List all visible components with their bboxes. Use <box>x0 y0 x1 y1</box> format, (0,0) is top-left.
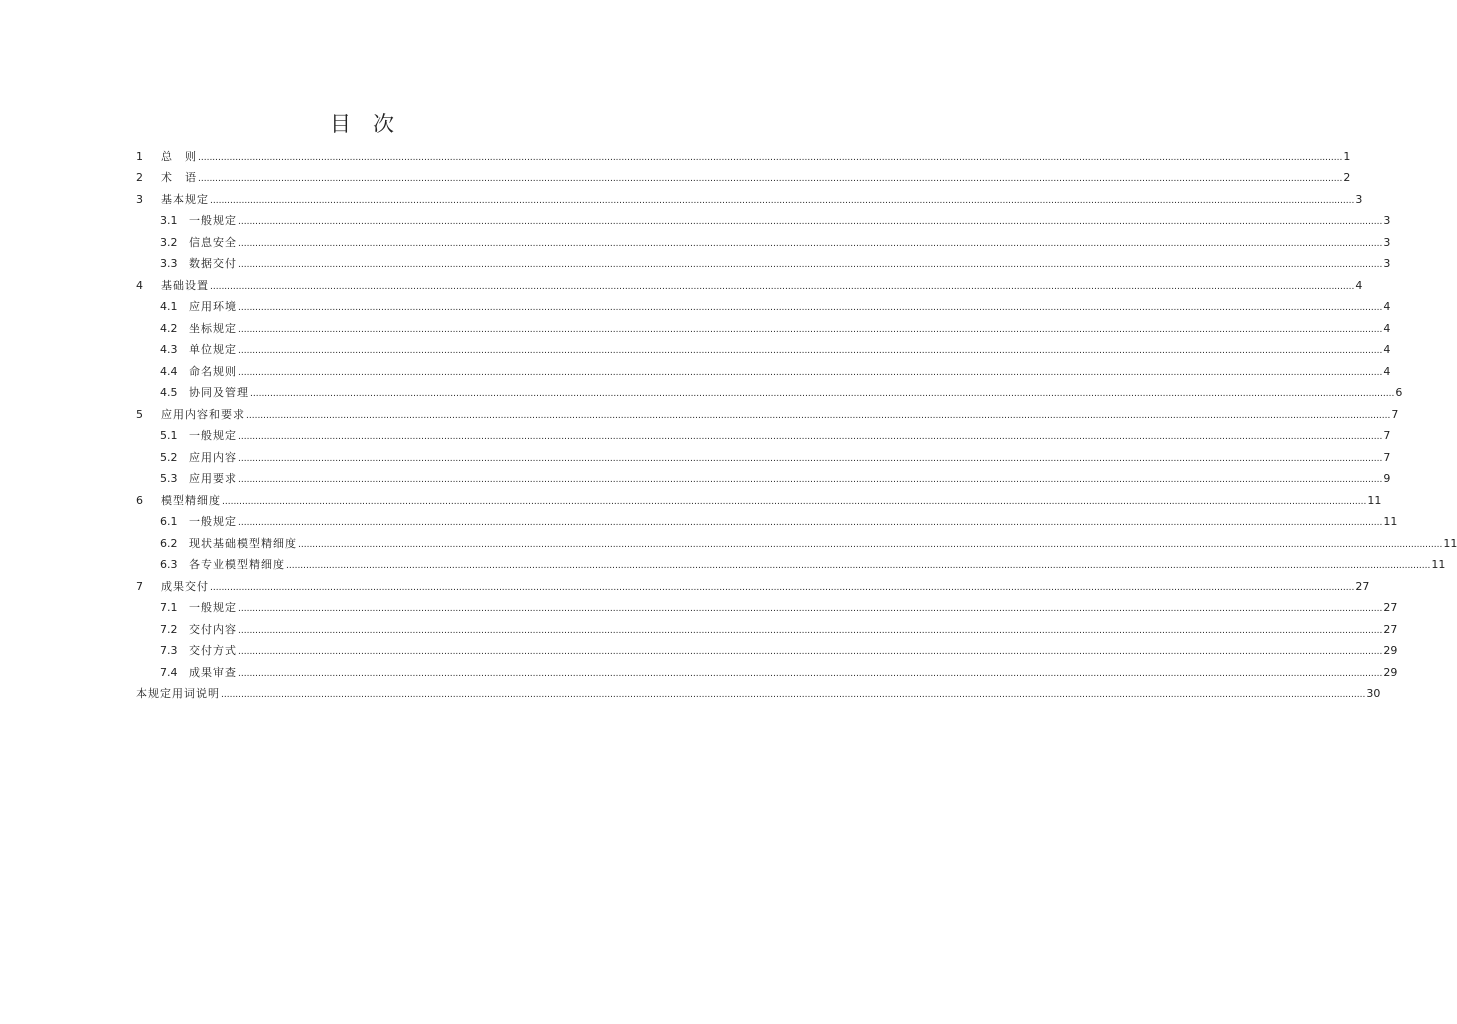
toc-entry[interactable] <box>136 250 1391 272</box>
toc-heading-char-2: 次 <box>373 112 394 136</box>
toc-entry[interactable] <box>136 228 1391 250</box>
toc-entry-title: 协同及管理 <box>189 386 249 399</box>
toc-entry-number: 4.1 <box>160 300 178 313</box>
toc-entry-title: 各专业模型精细度 <box>189 558 285 571</box>
toc-entry-number: 5 <box>136 407 143 421</box>
toc-heading <box>0 108 724 138</box>
toc-entry-page-number: 4 <box>1383 364 1391 378</box>
toc-entry-number: 6.2 <box>160 536 178 550</box>
toc-entry-number: 1 <box>136 149 143 163</box>
toc-leader-dots: ................................................................................................................................................................................................................................................................................................................................................................................................................ <box>246 410 1391 421</box>
toc-leader-dots: ................................................................................................................................................................................................................................................................................................................................................................................................................ <box>238 346 1383 356</box>
toc-entry-title: 命名规则 <box>189 364 237 378</box>
toc-entry-page-number: 29 <box>1383 665 1398 679</box>
toc-entry[interactable] <box>136 271 1363 293</box>
toc-entry-number: 4.5 <box>160 386 178 399</box>
toc-entry[interactable] <box>136 594 1398 616</box>
toc-leader-dots: ................................................................................................................................................................................................................................................................................................................................................................................................................ <box>238 647 1383 657</box>
toc-leader-dots: ................................................................................................................................................................................................................................................................................................................................................................................................................ <box>198 152 1343 163</box>
toc-entry[interactable] <box>136 207 1391 229</box>
toc-entry-page-number: 11 <box>1367 493 1382 507</box>
toc-entry-title: 成果交付 <box>161 579 209 593</box>
toc-entry-page-number: 7 <box>1383 429 1391 442</box>
toc-entry-title: 交付方式 <box>189 644 237 657</box>
toc-leader-dots: ................................................................................................................................................................................................................................................................................................................................................................................................................ <box>238 367 1383 378</box>
toc-entry[interactable] <box>136 551 1446 573</box>
toc-leader-dots: ................................................................................................................................................................................................................................................................................................................................................................................................................ <box>198 174 1343 184</box>
toc-entry-number: 4 <box>136 278 143 292</box>
toc-entry-number: 3.1 <box>160 214 178 227</box>
toc-heading-char-1: 目 <box>330 112 351 136</box>
toc-entry-page-number: 7 <box>1383 450 1391 464</box>
toc-entry-title: 坐标规定 <box>189 321 237 335</box>
toc-entry-title: 本规定用词说明 <box>136 687 220 700</box>
toc-entry-page-number: 27 <box>1383 601 1398 614</box>
toc-entry[interactable] <box>136 529 1457 551</box>
toc-entry-title: 一般规定 <box>189 601 237 614</box>
toc-entry-page-number: 2 <box>1343 171 1351 184</box>
toc-entry-title: 模型精细度 <box>161 493 221 507</box>
toc-leader-dots: ................................................................................................................................................................................................................................................................................................................................................................................................................ <box>210 582 1355 593</box>
toc-entry[interactable] <box>136 572 1370 594</box>
toc-entry-page-number: 1 <box>1343 149 1351 163</box>
toc-leader-dots: ................................................................................................................................................................................................................................................................................................................................................................................................................ <box>250 389 1395 399</box>
toc-entry[interactable] <box>136 142 1351 164</box>
toc-entry-number: 5.3 <box>160 472 178 485</box>
toc-entry[interactable] <box>136 465 1391 487</box>
toc-entry[interactable] <box>136 400 1399 422</box>
toc-entry-page-number: 11 <box>1431 558 1446 571</box>
toc-entry-number: 7.3 <box>160 644 178 657</box>
toc-leader-dots: ................................................................................................................................................................................................................................................................................................................................................................................................................ <box>238 432 1383 442</box>
toc-leader-dots: ................................................................................................................................................................................................................................................................................................................................................................................................................ <box>238 217 1383 227</box>
toc-entry-page-number: 3 <box>1383 257 1391 270</box>
toc-entry[interactable] <box>136 658 1398 680</box>
toc-leader-dots: ................................................................................................................................................................................................................................................................................................................................................................................................................ <box>238 518 1383 528</box>
toc-entry-page-number: 4 <box>1383 300 1391 313</box>
toc-entry-number: 4.4 <box>160 364 178 378</box>
toc-entry-title: 总 则 <box>161 149 197 163</box>
toc-entry[interactable] <box>136 314 1391 336</box>
toc-leader-dots: ................................................................................................................................................................................................................................................................................................................................................................................................................ <box>210 195 1355 206</box>
toc-entry-number: 5.2 <box>160 450 178 464</box>
toc-entry-title: 基本规定 <box>161 192 209 206</box>
toc-entry-title: 信息安全 <box>189 235 237 249</box>
toc-entry[interactable] <box>136 379 1403 401</box>
toc-leader-dots: ................................................................................................................................................................................................................................................................................................................................................................................................................ <box>238 604 1383 614</box>
toc-entry-number: 6.1 <box>160 515 178 528</box>
toc-entry-number: 7.4 <box>160 665 178 679</box>
toc-leader-dots: ................................................................................................................................................................................................................................................................................................................................................................................................................ <box>286 561 1431 571</box>
toc-entry[interactable] <box>136 508 1398 530</box>
toc-entry-title: 现状基础模型精细度 <box>189 536 297 550</box>
toc-leader-dots: ................................................................................................................................................................................................................................................................................................................................................................................................................ <box>238 303 1383 313</box>
toc-entry-page-number: 7 <box>1391 407 1399 421</box>
toc-leader-dots: ................................................................................................................................................................................................................................................................................................................................................................................................................ <box>238 453 1383 464</box>
toc-leader-dots: ................................................................................................................................................................................................................................................................................................................................................................................................................ <box>238 625 1383 636</box>
toc-leader-dots: ................................................................................................................................................................................................................................................................................................................................................................................................................ <box>238 238 1383 249</box>
toc-entry[interactable] <box>136 680 1381 702</box>
toc-leader-dots: ................................................................................................................................................................................................................................................................................................................................................................................................................ <box>238 668 1383 679</box>
toc-entry-title: 术 语 <box>161 171 197 184</box>
toc-entry-page-number: 29 <box>1383 644 1398 657</box>
toc-entry-number: 4.3 <box>160 343 178 356</box>
toc-entry-number: 3.2 <box>160 235 178 249</box>
toc-entry[interactable] <box>136 293 1391 315</box>
toc-entry-title: 应用要求 <box>189 472 237 485</box>
toc-entry-page-number: 11 <box>1383 515 1398 528</box>
table-of-contents <box>136 142 1457 701</box>
toc-leader-dots: ................................................................................................................................................................................................................................................................................................................................................................................................................ <box>238 475 1383 485</box>
toc-entry-page-number: 3 <box>1355 192 1363 206</box>
toc-entry-title: 应用内容 <box>189 450 237 464</box>
toc-leader-dots: ................................................................................................................................................................................................................................................................................................................................................................................................................ <box>221 690 1366 700</box>
toc-leader-dots: ................................................................................................................................................................................................................................................................................................................................................................................................................ <box>298 539 1443 550</box>
toc-leader-dots: ................................................................................................................................................................................................................................................................................................................................................................................................................ <box>210 281 1355 292</box>
toc-entry[interactable] <box>136 443 1391 465</box>
toc-entry-page-number: 6 <box>1395 386 1403 399</box>
toc-entry[interactable] <box>136 615 1398 637</box>
toc-entry[interactable] <box>136 357 1391 379</box>
toc-entry-title: 应用环境 <box>189 300 237 313</box>
toc-entry-number: 6.3 <box>160 558 178 571</box>
toc-entry-page-number: 4 <box>1355 278 1363 292</box>
toc-entry[interactable] <box>136 164 1351 186</box>
toc-entry-number: 2 <box>136 171 143 184</box>
toc-entry-page-number: 3 <box>1383 235 1391 249</box>
toc-entry-number: 3 <box>136 192 143 206</box>
toc-entry-page-number: 4 <box>1383 321 1391 335</box>
toc-leader-dots: ................................................................................................................................................................................................................................................................................................................................................................................................................ <box>238 260 1383 270</box>
toc-entry-title: 应用内容和要求 <box>161 407 245 421</box>
toc-entry-title: 交付内容 <box>189 622 237 636</box>
toc-entry-number: 5.1 <box>160 429 178 442</box>
toc-entry-title: 一般规定 <box>189 515 237 528</box>
toc-entry[interactable] <box>136 637 1398 659</box>
toc-entry[interactable] <box>136 336 1391 358</box>
toc-entry[interactable] <box>136 486 1382 508</box>
toc-entry-title: 一般规定 <box>189 429 237 442</box>
toc-entry-number: 7.2 <box>160 622 178 636</box>
toc-entry-page-number: 4 <box>1383 343 1391 356</box>
toc-entry-page-number: 9 <box>1383 472 1391 485</box>
toc-leader-dots: ................................................................................................................................................................................................................................................................................................................................................................................................................ <box>222 496 1367 507</box>
toc-entry-number: 6 <box>136 493 143 507</box>
toc-entry[interactable] <box>136 422 1391 444</box>
toc-leader-dots: ................................................................................................................................................................................................................................................................................................................................................................................................................ <box>238 324 1383 335</box>
toc-entry-title: 单位规定 <box>189 343 237 356</box>
toc-entry-title: 基础设置 <box>161 278 209 292</box>
toc-entry[interactable] <box>136 185 1363 207</box>
toc-entry-page-number: 27 <box>1355 579 1370 593</box>
toc-entry-number: 4.2 <box>160 321 178 335</box>
toc-entry-title: 一般规定 <box>189 214 237 227</box>
toc-entry-title: 成果审查 <box>189 665 237 679</box>
toc-entry-page-number: 27 <box>1383 622 1398 636</box>
toc-entry-title: 数据交付 <box>189 257 237 270</box>
toc-entry-page-number: 11 <box>1443 536 1457 550</box>
toc-entry-page-number: 30 <box>1366 687 1381 700</box>
toc-entry-page-number: 3 <box>1383 214 1391 227</box>
toc-entry-number: 7 <box>136 579 143 593</box>
toc-entry-number: 7.1 <box>160 601 178 614</box>
toc-entry-number: 3.3 <box>160 257 178 270</box>
